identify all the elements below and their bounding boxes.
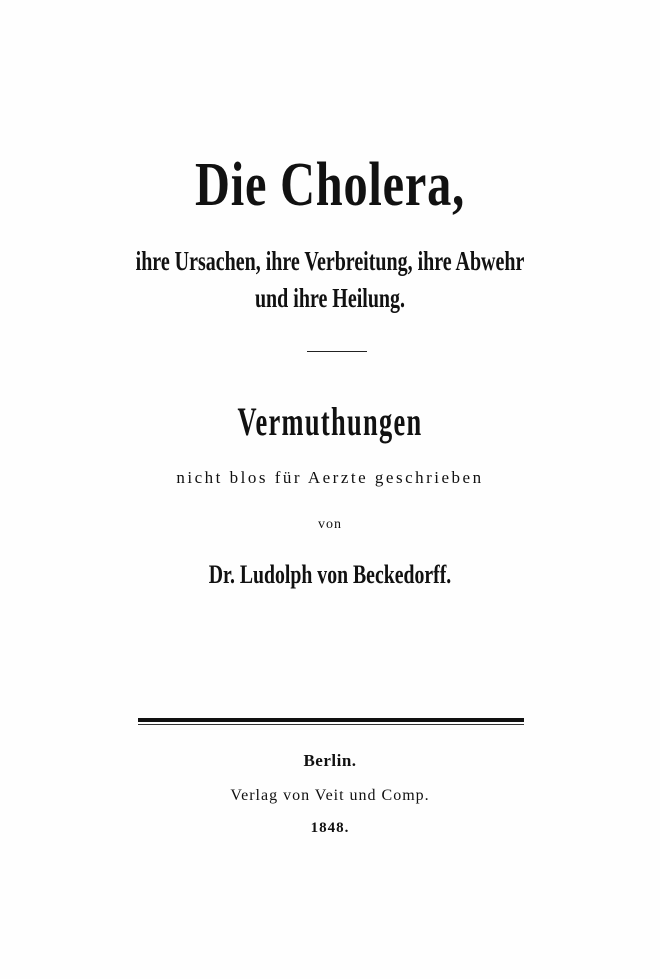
author-name: Dr. Ludolph von Beckedorff. xyxy=(208,560,452,589)
secondary-heading: Vermuthungen xyxy=(237,399,423,444)
book-title: Die Cholera, xyxy=(195,151,465,219)
subheading: nicht blos für Aerzte geschrieben xyxy=(176,468,484,487)
publication-city: Berlin. xyxy=(303,751,357,770)
publication-year: 1848. xyxy=(310,820,350,836)
subtitle-line-1: ihre Ursachen, ihre Verbreitung, ihre Abwehr xyxy=(135,246,525,276)
publisher: Verlag von Veit und Comp. xyxy=(230,787,430,804)
double-rule-thick-line xyxy=(138,718,524,722)
double-rule-thin-line xyxy=(138,724,524,725)
subtitle-line-2: und ihre Heilung. xyxy=(254,283,406,313)
by-label: von xyxy=(318,517,342,532)
separator-rule xyxy=(307,351,367,352)
double-rule-divider xyxy=(138,718,524,726)
